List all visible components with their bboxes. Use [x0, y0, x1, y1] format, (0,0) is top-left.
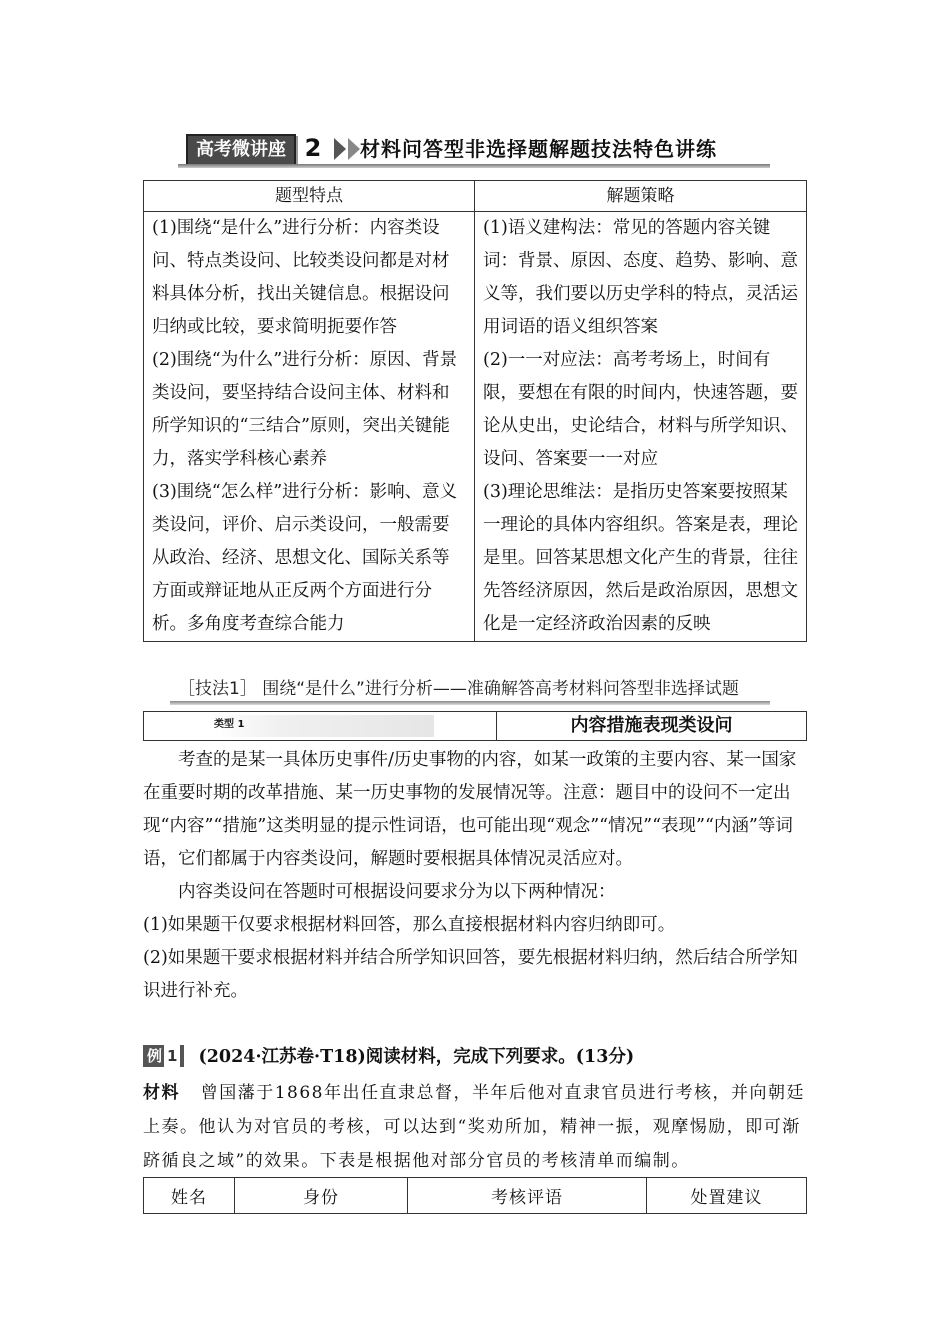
header-identity: 身份	[235, 1178, 408, 1214]
strategy-item-2: (2)一一对应法：高考考场上，时间有限，要想在有限的时间内，快速答题，要论从史出，史论结合，材料与所学知识、设问、答案要一一对应	[483, 350, 798, 469]
strategy-table	[143, 180, 807, 642]
feature-item-3: (3)围绕“怎么样”进行分析：影响、意义类设问，评价、启示类设问，一般需要从政治、经济、思想文化、国际关系等方面或辩证地从正反两个方面进行分析。多角度考查综合能力	[152, 482, 458, 634]
assessment-header-row	[144, 1178, 807, 1214]
example-badge	[143, 1045, 184, 1067]
banner-title: 材料问答型非选择题解题技法特色讲练	[360, 137, 717, 161]
type-title: 内容措施表现类设问	[570, 715, 733, 736]
strategy-header-row	[144, 181, 807, 212]
header-suggestion: 处置建议	[647, 1178, 807, 1214]
example-badge-label: 例	[147, 1047, 163, 1065]
example-line	[143, 1041, 807, 1074]
example-text: (2024·江苏卷·T18)阅读材料，完成下列要求。(13分)	[198, 1047, 635, 1067]
header-name: 姓名	[144, 1178, 235, 1214]
material-label: 材料	[143, 1083, 180, 1103]
explanation-paragraph-1: 考查的是某一具体历史事件/历史事物的内容，如某一政策的主要内容、某一国家在重要时期的改革措施、某一历史事物的发展情况等。注意：题目中的设问不一定出现“内容”“措施”这类明显的提示性词语，也可能出现“观念”“情况”“表现”“内涵”等词语，它们都属于内容类设问，解题时要根据具体情况灵活应对。	[143, 750, 797, 869]
material-text: 曾国藩于1868年出任直隶总督，半年后他对直隶官员进行考核，并向朝廷上奏。他认为对官员的考核，可以达到“奖劝所加，精神一振，观摩惕励，即可渐跻循良之域”的效果。下表是根据他对部分官员的考核清单而编制。	[143, 1083, 805, 1171]
strategy-item-3: (3)理论思维法：是指历史答案要按照某一理论的具体内容组织。答案是表，理论是里。回答某思想文化产生的背景，往往先答经济原因，然后是政治原因，思想文化是一定经济政治因素的反映	[483, 482, 798, 634]
features-cell	[144, 212, 475, 642]
banner-arrow-icon-2	[348, 138, 360, 160]
strategy-item-1: (1)语义建构法：常见的答题内容关键词：背景、原因、态度、趋势、影响、意义等，我们要以历史学科的特点，灵活运用词语的语义组织答案	[483, 218, 798, 337]
header-question-features: 题型特点	[144, 181, 475, 212]
header-solving-strategy: 解题策略	[475, 181, 807, 212]
explanation-item-1: (1)如果题干仅要求根据材料回答，那么直接根据材料内容归纳即可。	[143, 915, 676, 935]
banner-arrow-icon	[334, 138, 346, 160]
type-tag: 类型 1	[214, 719, 245, 730]
technique-rule	[170, 701, 770, 705]
technique-text: ［技法1］ 围绕“是什么”进行分析——准确解答高考材料问答型非选择试题	[178, 679, 739, 699]
lecture-banner	[178, 130, 770, 168]
feature-item-2: (2)围绕“为什么”进行分析：原因、背景类设问，要坚持结合设问主体、材料和所学知识的“三结合”原则，突出关键能力，落实学科核心素养	[152, 350, 458, 469]
example-badge-number: 1	[164, 1045, 180, 1067]
explanation-item-2: (2)如果题干要求根据材料并结合所学知识回答，要先根据材料归纳，然后结合所学知识进行补充。	[143, 948, 798, 1001]
assessment-table	[143, 1177, 807, 1214]
explanation-body	[143, 744, 807, 1008]
material-block	[143, 1076, 807, 1178]
banner-rule	[178, 164, 770, 168]
banner-number: 2	[298, 134, 328, 162]
strategy-body-row	[144, 212, 807, 642]
feature-item-1: (1)围绕“是什么”进行分析：内容类设问、特点类设问、比较类设问都是对材料具体分析，找出关键信息。根据设问归纳或比较，要求简明扼要作答	[152, 218, 450, 337]
banner-label: 高考微讲座	[186, 134, 296, 166]
explanation-paragraph-2: 内容类设问在答题时可根据设问要求分为以下两种情况：	[178, 882, 616, 902]
technique-heading	[170, 674, 770, 704]
strategy-cell	[475, 212, 807, 642]
type-row	[143, 711, 807, 741]
header-evaluation: 考核评语	[408, 1178, 647, 1214]
type-tag-background	[214, 715, 434, 737]
